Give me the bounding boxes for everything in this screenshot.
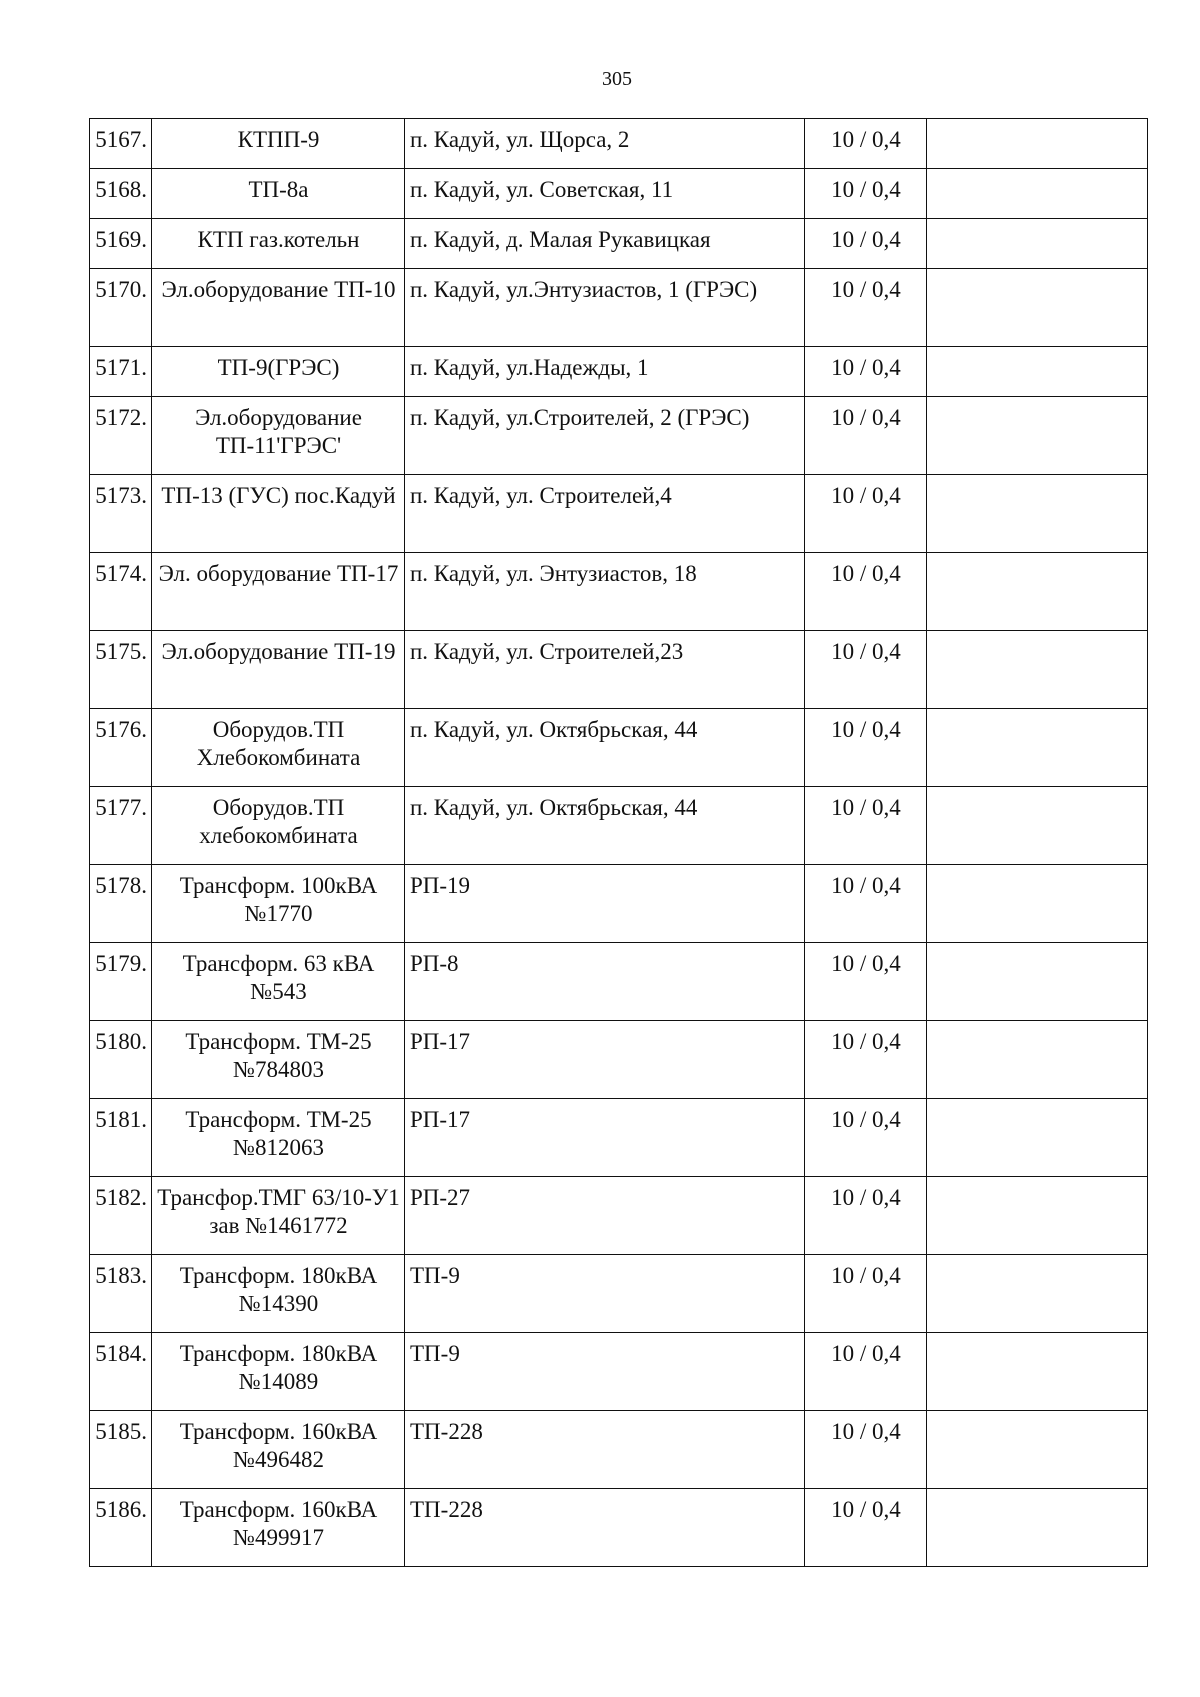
object-address: РП-17 <box>405 1099 805 1177</box>
row-number: 5175. <box>90 631 152 709</box>
page-number: 305 <box>602 68 632 90</box>
object-name: Трансформ. 160кВА №499917 <box>152 1489 405 1567</box>
object-name: Эл. оборудование ТП-17 <box>152 553 405 631</box>
voltage-value: 10 / 0,4 <box>805 787 927 865</box>
object-address: РП-27 <box>405 1177 805 1255</box>
row-number: 5170. <box>90 269 152 347</box>
object-name: Эл.оборудование ТП-19 <box>152 631 405 709</box>
object-address: п. Кадуй, ул.Энтузиастов, 1 (ГРЭС) <box>405 269 805 347</box>
voltage-value: 10 / 0,4 <box>805 1099 927 1177</box>
object-address: п. Кадуй, ул.Надежды, 1 <box>405 347 805 397</box>
note-cell <box>927 169 1148 219</box>
row-number: 5172. <box>90 397 152 475</box>
row-number: 5184. <box>90 1333 152 1411</box>
table-row <box>90 269 1148 347</box>
row-number: 5180. <box>90 1021 152 1099</box>
row-number: 5169. <box>90 219 152 269</box>
row-number: 5177. <box>90 787 152 865</box>
object-name: Трансформ. ТМ-25 №784803 <box>152 1021 405 1099</box>
row-number: 5174. <box>90 553 152 631</box>
table-row <box>90 119 1148 169</box>
object-name: Трансформ. ТМ-25 №812063 <box>152 1099 405 1177</box>
row-number: 5181. <box>90 1099 152 1177</box>
object-address: ТП-228 <box>405 1411 805 1489</box>
object-name: КТПП-9 <box>152 119 405 169</box>
voltage-value: 10 / 0,4 <box>805 943 927 1021</box>
row-number: 5183. <box>90 1255 152 1333</box>
row-number: 5176. <box>90 709 152 787</box>
object-address: п. Кадуй, ул. Строителей,4 <box>405 475 805 553</box>
table-row <box>90 709 1148 787</box>
note-cell <box>927 943 1148 1021</box>
object-address: п. Кадуй, ул. Советская, 11 <box>405 169 805 219</box>
object-address: п. Кадуй, ул. Октябрьская, 44 <box>405 787 805 865</box>
voltage-value: 10 / 0,4 <box>805 1021 927 1099</box>
note-cell <box>927 269 1148 347</box>
row-number: 5185. <box>90 1411 152 1489</box>
note-cell <box>927 119 1148 169</box>
object-name: Эл.оборудование ТП-10 <box>152 269 405 347</box>
object-address: п. Кадуй, д. Малая Рукавицкая <box>405 219 805 269</box>
table-row <box>90 347 1148 397</box>
note-cell <box>927 1333 1148 1411</box>
object-name: Оборудов.ТП Хлебокомбината <box>152 709 405 787</box>
voltage-value: 10 / 0,4 <box>805 1333 927 1411</box>
row-number: 5173. <box>90 475 152 553</box>
voltage-value: 10 / 0,4 <box>805 865 927 943</box>
object-address: ТП-9 <box>405 1255 805 1333</box>
object-address: РП-8 <box>405 943 805 1021</box>
table-row <box>90 1489 1148 1567</box>
note-cell <box>927 475 1148 553</box>
table-row <box>90 865 1148 943</box>
object-address: ТП-228 <box>405 1489 805 1567</box>
note-cell <box>927 787 1148 865</box>
note-cell <box>927 1489 1148 1567</box>
object-name: Трансформ. 180кВА №14390 <box>152 1255 405 1333</box>
table-row <box>90 1099 1148 1177</box>
note-cell <box>927 865 1148 943</box>
row-number: 5178. <box>90 865 152 943</box>
voltage-value: 10 / 0,4 <box>805 269 927 347</box>
row-number: 5167. <box>90 119 152 169</box>
row-number: 5186. <box>90 1489 152 1567</box>
table-row <box>90 219 1148 269</box>
note-cell <box>927 553 1148 631</box>
registry-table <box>89 118 1148 1567</box>
voltage-value: 10 / 0,4 <box>805 1255 927 1333</box>
object-address: РП-19 <box>405 865 805 943</box>
table-row <box>90 1177 1148 1255</box>
voltage-value: 10 / 0,4 <box>805 169 927 219</box>
object-name: ТП-9(ГРЭС) <box>152 347 405 397</box>
voltage-value: 10 / 0,4 <box>805 119 927 169</box>
table-row <box>90 1255 1148 1333</box>
object-name: Трансфор.ТМГ 63/10-У1 зав №1461772 <box>152 1177 405 1255</box>
object-address: п. Кадуй, ул.Строителей, 2 (ГРЭС) <box>405 397 805 475</box>
voltage-value: 10 / 0,4 <box>805 1411 927 1489</box>
object-name: Трансформ. 100кВА №1770 <box>152 865 405 943</box>
table-row <box>90 475 1148 553</box>
object-name: КТП газ.котельн <box>152 219 405 269</box>
object-address: ТП-9 <box>405 1333 805 1411</box>
note-cell <box>927 1099 1148 1177</box>
object-name: Трансформ. 160кВА №496482 <box>152 1411 405 1489</box>
table-row <box>90 397 1148 475</box>
voltage-value: 10 / 0,4 <box>805 709 927 787</box>
note-cell <box>927 631 1148 709</box>
voltage-value: 10 / 0,4 <box>805 1489 927 1567</box>
voltage-value: 10 / 0,4 <box>805 397 927 475</box>
voltage-value: 10 / 0,4 <box>805 347 927 397</box>
voltage-value: 10 / 0,4 <box>805 1177 927 1255</box>
object-address: п. Кадуй, ул. Октябрьская, 44 <box>405 709 805 787</box>
object-name: ТП-13 (ГУС) пос.Кадуй <box>152 475 405 553</box>
table-row <box>90 553 1148 631</box>
object-address: п. Кадуй, ул. Строителей,23 <box>405 631 805 709</box>
voltage-value: 10 / 0,4 <box>805 219 927 269</box>
note-cell <box>927 219 1148 269</box>
object-address: п. Кадуй, ул. Энтузиастов, 18 <box>405 553 805 631</box>
table-row <box>90 787 1148 865</box>
row-number: 5179. <box>90 943 152 1021</box>
object-name: Трансформ. 180кВА №14089 <box>152 1333 405 1411</box>
object-name: Трансформ. 63 кВА №543 <box>152 943 405 1021</box>
note-cell <box>927 1411 1148 1489</box>
object-name: Оборудов.ТП хлебокомбината <box>152 787 405 865</box>
voltage-value: 10 / 0,4 <box>805 553 927 631</box>
table-row <box>90 169 1148 219</box>
note-cell <box>927 1177 1148 1255</box>
table-row <box>90 943 1148 1021</box>
table-row <box>90 631 1148 709</box>
voltage-value: 10 / 0,4 <box>805 631 927 709</box>
row-number: 5168. <box>90 169 152 219</box>
note-cell <box>927 397 1148 475</box>
voltage-value: 10 / 0,4 <box>805 475 927 553</box>
row-number: 5171. <box>90 347 152 397</box>
object-name: ТП-8а <box>152 169 405 219</box>
row-number: 5182. <box>90 1177 152 1255</box>
table-row <box>90 1021 1148 1099</box>
table-row <box>90 1333 1148 1411</box>
note-cell <box>927 709 1148 787</box>
note-cell <box>927 347 1148 397</box>
object-address: п. Кадуй, ул. Щорса, 2 <box>405 119 805 169</box>
object-address: РП-17 <box>405 1021 805 1099</box>
note-cell <box>927 1255 1148 1333</box>
object-name: Эл.оборудование ТП-11'ГРЭС' <box>152 397 405 475</box>
table-row <box>90 1411 1148 1489</box>
note-cell <box>927 1021 1148 1099</box>
